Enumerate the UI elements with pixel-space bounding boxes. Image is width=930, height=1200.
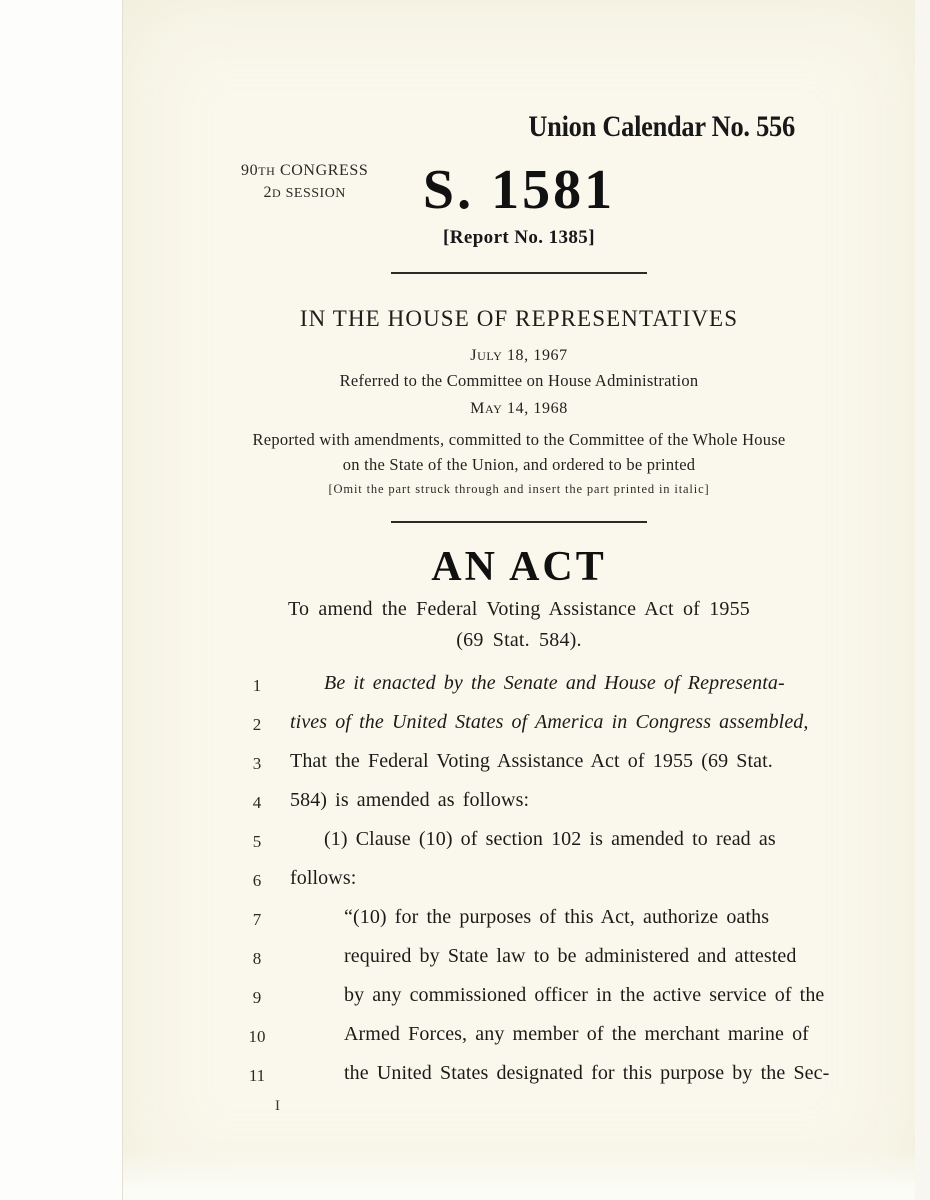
- congress-line: 90TH CONGRESS: [241, 162, 369, 179]
- bill-body-line: [123, 1021, 915, 1060]
- line-text: (1) Clause (10) of section 102 is amended to read as: [324, 828, 776, 850]
- line-number: 11: [248, 1066, 266, 1085]
- bill-body-line: [123, 1060, 915, 1099]
- divider-rule-top: [391, 272, 647, 274]
- act-subject-line-1: To amend the Federal Voting Assistance Act of 1955: [287, 598, 751, 620]
- chamber-heading: IN THE HOUSE OF REPRESENTATIVES: [299, 306, 739, 331]
- line-number: 3: [252, 754, 262, 773]
- referral-date-1: JULY 18, 1967: [470, 347, 568, 364]
- referral-action-2-line-2: on the State of the Union, and ordered to be printed: [342, 454, 696, 474]
- bill-number: S. 1581: [422, 159, 616, 221]
- referral-action-1: Referred to the Committee on House Administration: [339, 371, 699, 390]
- line-number: 10: [248, 1027, 266, 1046]
- line-text: follows:: [290, 867, 357, 889]
- omit-instruction-note: [Omit the part struck through and insert the part printed in italic]: [328, 482, 710, 496]
- line-number: 1: [252, 676, 262, 695]
- page-footer-mark: I: [275, 1098, 281, 1114]
- line-text: That the Federal Voting Assistance Act of 1955 (69 Stat.: [290, 750, 773, 772]
- line-text: tives of the United States of America in Congress assembled,: [290, 711, 809, 733]
- line-number: 6: [252, 871, 262, 890]
- line-text: the United States designated for this purpose by the Sec-: [344, 1062, 830, 1084]
- bill-body-line: [123, 943, 915, 982]
- bill-body-line: [123, 904, 915, 943]
- bill-body-line: [123, 865, 915, 904]
- report-number: [Report No. 1385]: [443, 227, 595, 248]
- line-text: 584) is amended as follows:: [290, 789, 530, 811]
- bill-body-line: [123, 748, 915, 787]
- bill-body-line: [123, 670, 915, 709]
- line-number: 5: [252, 832, 262, 851]
- line-text: Be it enacted by the Senate and House of Representa-: [324, 672, 785, 694]
- bill-body-line: [123, 982, 915, 1021]
- line-number: 8: [252, 949, 262, 968]
- act-heading: AN ACT: [431, 544, 607, 590]
- document-content: [123, 0, 915, 1200]
- scan-bottom-fade: [123, 1148, 915, 1200]
- session-line: 2D SESSION: [263, 183, 346, 201]
- bill-body-line: [123, 709, 915, 748]
- line-text: required by State law to be administered and attested: [344, 945, 797, 967]
- line-text: Armed Forces, any member of the merchant marine of: [344, 1023, 809, 1045]
- divider-rule-bottom: [391, 521, 647, 523]
- referral-action-2-line-1: Reported with amendments, committed to the Committee of the Whole House: [252, 430, 786, 449]
- bill-body-line: [123, 787, 915, 826]
- line-text: “(10) for the purposes of this Act, authorize oaths: [344, 906, 770, 928]
- bill-body: [123, 670, 915, 1099]
- line-number: 2: [252, 715, 262, 734]
- line-number: 9: [252, 988, 262, 1007]
- referral-date-2: MAY 14, 1968: [470, 400, 568, 417]
- act-subject-line-2: (69 Stat. 584).: [456, 629, 582, 651]
- line-number: 7: [252, 910, 262, 929]
- bill-body-line: [123, 826, 915, 865]
- scan-right-margin: [915, 0, 930, 1200]
- union-calendar-number: Union Calendar No. 556: [528, 110, 795, 143]
- line-text: by any commissioned officer in the active service of the: [344, 984, 825, 1006]
- referral-action-2: [123, 428, 915, 478]
- line-number: 4: [252, 793, 262, 812]
